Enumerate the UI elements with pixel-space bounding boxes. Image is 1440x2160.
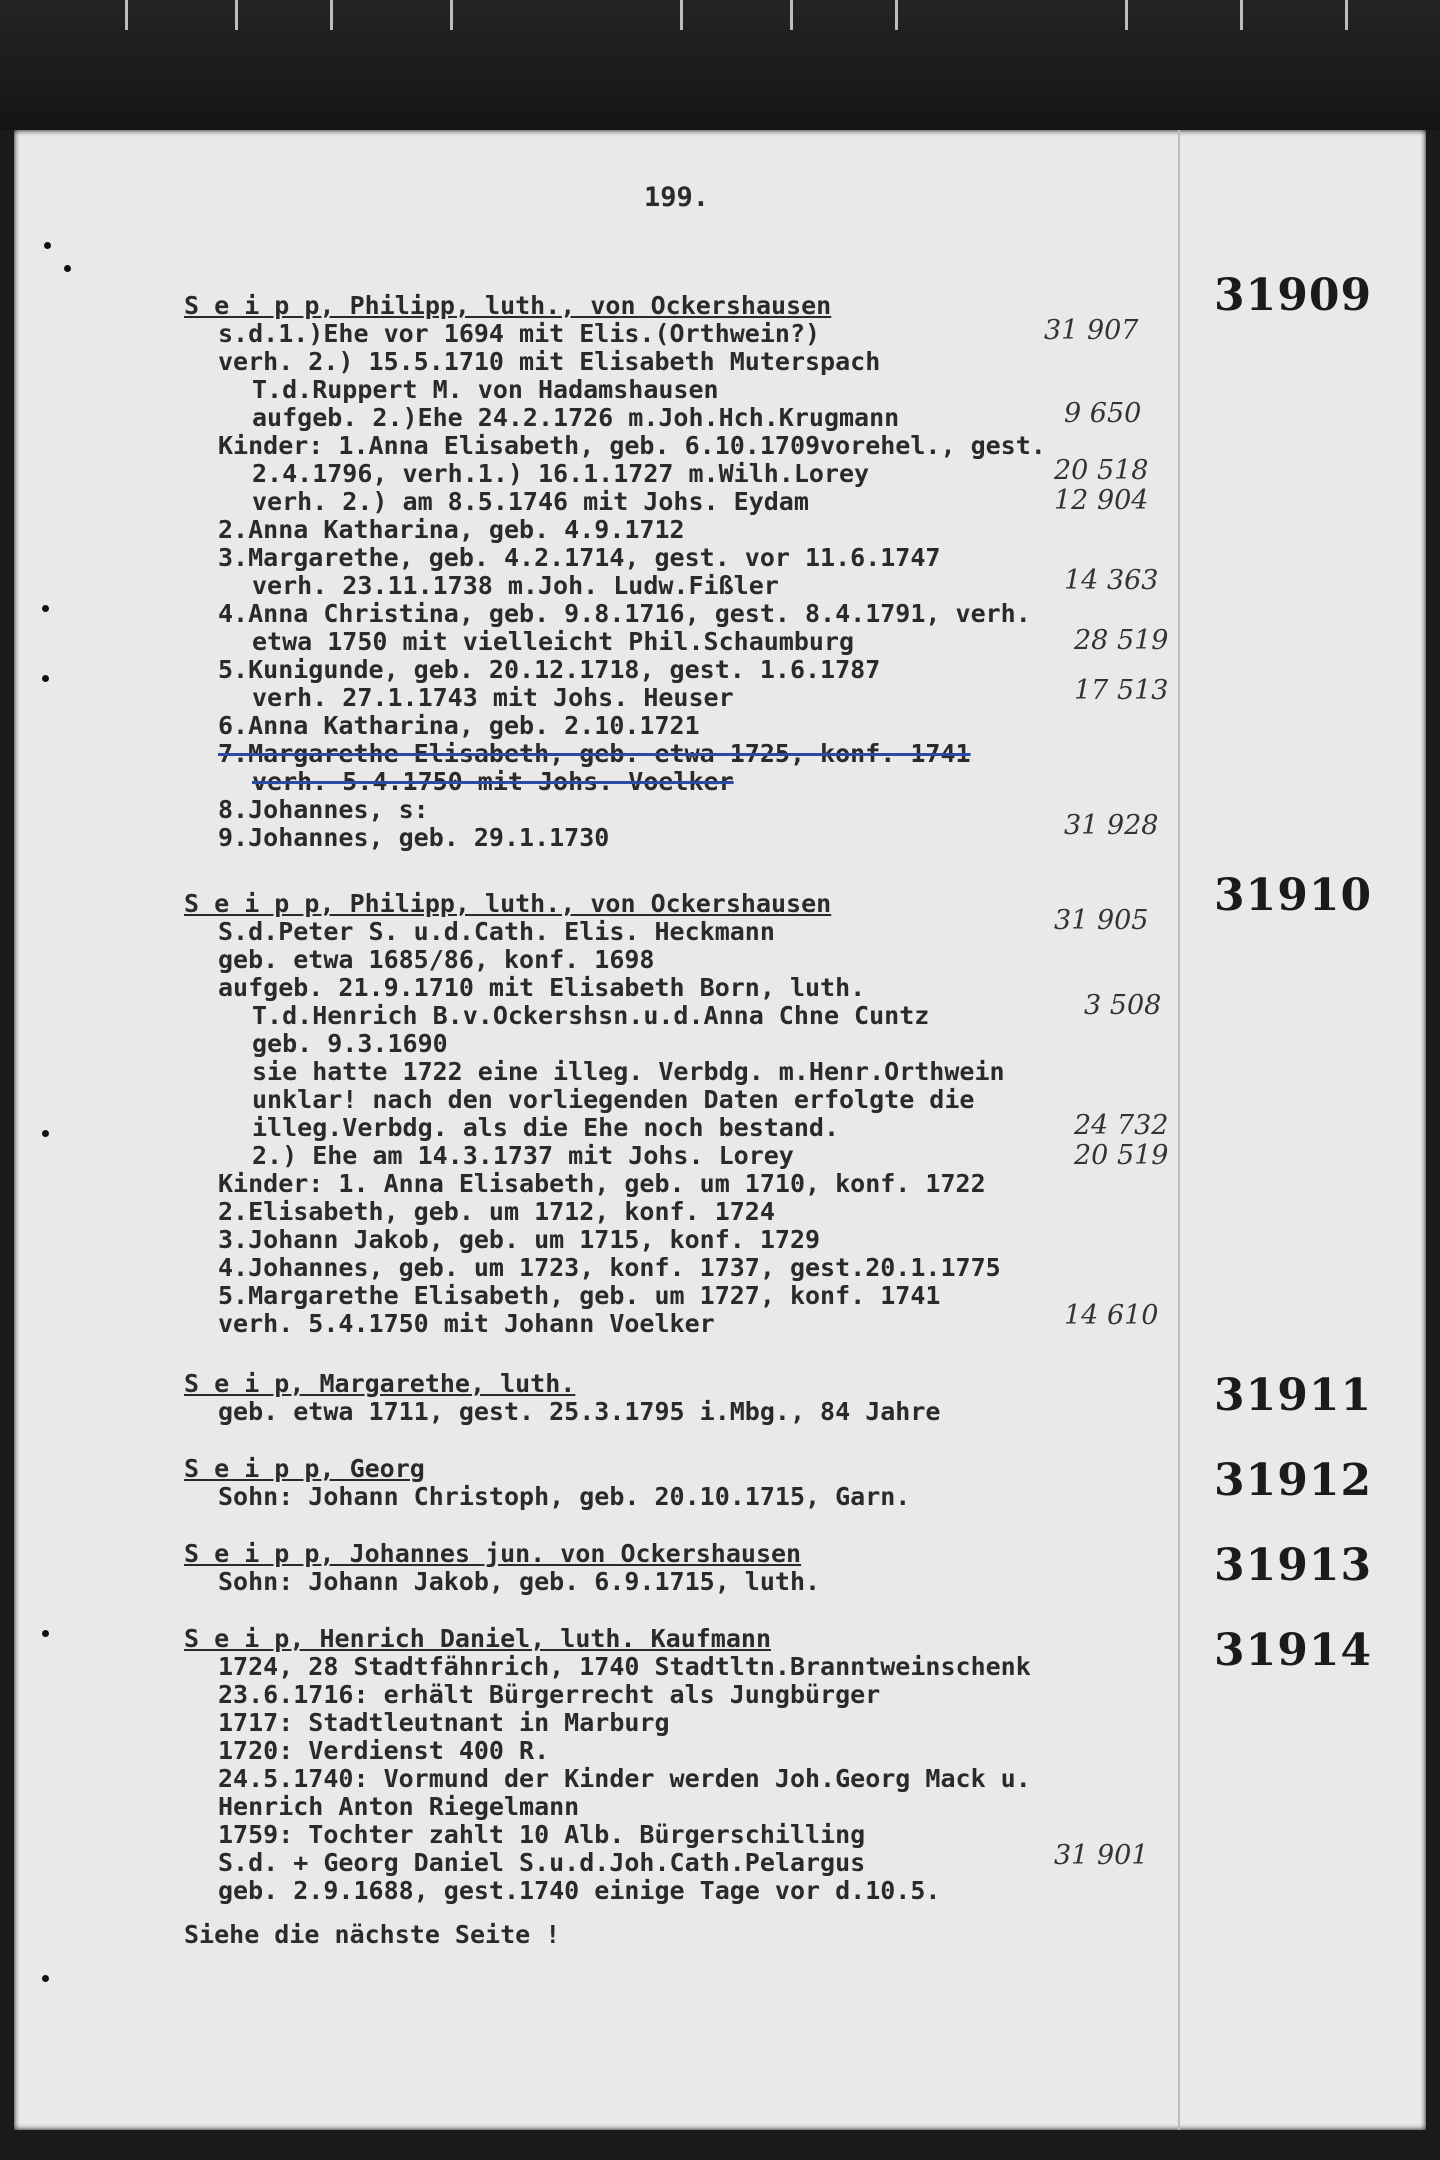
entry-line: 1717: Stadtleutnant in Marburg [218,1708,670,1737]
entry-line: 2.4.1796, verh.1.) 16.1.1727 m.Wilh.Lorey [252,459,870,488]
entry-line: T.d.Henrich B.v.Ockershsn.u.d.Anna Chne Cuntz [252,1001,930,1030]
punch-hole-mark [44,242,51,249]
film-tick [895,0,898,30]
record-id: 31913 [1214,1540,1373,1591]
punch-hole-mark [42,1630,49,1637]
entry-line: verh. 5.4.1750 mit Johann Voelker [218,1309,715,1338]
entry-line: 23.6.1716: erhält Bürgerrecht als Jungbürger [218,1680,881,1709]
entry-line: T.d.Ruppert M. von Hadamshausen [252,375,719,404]
handwritten-note: 14 610 [1064,1300,1159,1331]
handwritten-note: 28 519 [1074,625,1169,656]
genealogy-entry [184,1540,820,1596]
film-tick [235,0,238,30]
entry-line: geb. etwa 1711, gest. 25.3.1795 i.Mbg., 84 Jahre [218,1397,941,1426]
entry-line: S.d.Peter S. u.d.Cath. Elis. Heckmann [218,917,775,946]
entry-line: verh. 2.) 15.5.1710 mit Elisabeth Muterspach [218,347,881,376]
entry-line: illeg.Verbdg. als die Ehe noch bestand. [252,1113,839,1142]
entry-line: 5.Margarethe Elisabeth, geb. um 1727, konf. 1741 [218,1281,941,1310]
entry-line: verh. 2.) am 8.5.1746 mit Johs. Eydam [252,487,809,516]
entry-line: verh. 5.4.1750 mit Johs. Voelker [252,767,734,796]
genealogy-entry [184,1370,940,1426]
entry-line: 6.Anna Katharina, geb. 2.10.1721 [218,711,700,740]
entry-line: aufgeb. 2.)Ehe 24.2.1726 m.Joh.Hch.Krugmann [252,403,900,432]
entry-line: 2.Elisabeth, geb. um 1712, konf. 1724 [218,1197,775,1226]
handwritten-note: 31 905 [1054,905,1149,936]
entry-line: aufgeb. 21.9.1710 mit Elisabeth Born, luth. [218,973,866,1002]
entry-line: sie hatte 1722 eine illeg. Verbdg. m.Henr.Orthwein [252,1057,1005,1086]
entry-line: 2.Anna Katharina, geb. 4.9.1712 [218,515,685,544]
film-tick [1240,0,1243,30]
entry-line: 24.5.1740: Vormund der Kinder werden Joh.Georg Mack u. [218,1764,1031,1793]
entry-line: Kinder: 1. Anna Elisabeth, geb. um 1710, konf. 1722 [218,1169,986,1198]
handwritten-note: 31 928 [1064,810,1159,841]
film-tick [1345,0,1348,30]
handwritten-note: 31 907 [1044,315,1139,346]
entry-line: geb. 2.9.1688, gest.1740 einige Tage vor d.10.5. [218,1876,941,1905]
punch-hole-mark [42,1130,49,1137]
record-id: 31912 [1214,1455,1373,1506]
handwritten-note: 20 518 [1054,455,1149,486]
entry-line: Sohn: Johann Jakob, geb. 6.9.1715, luth. [218,1567,821,1596]
film-tick [790,0,793,30]
genealogy-entry [184,292,1046,852]
entry-line: s.d.1.)Ehe vor 1694 mit Elis.(Orthwein?) [218,319,821,348]
record-id: 31909 [1214,270,1373,321]
punch-hole-mark [64,265,71,272]
punch-hole-mark [42,605,49,612]
entry-line: 3.Margarethe, geb. 4.2.1714, gest. vor 11.6.1747 [218,543,941,572]
entry-line: 1759: Tochter zahlt 10 Alb. Bürgerschilling [218,1820,866,1849]
entry-line: Sohn: Johann Christoph, geb. 20.10.1715, Garn. [218,1482,911,1511]
handwritten-note: 17 513 [1074,675,1169,706]
genealogy-entry [184,1455,910,1511]
film-tick [125,0,128,30]
handwritten-note: 20 519 [1074,1140,1169,1171]
punch-hole-mark [42,1975,49,1982]
entry-line: 4.Johannes, geb. um 1723, konf. 1737, gest.20.1.1775 [218,1253,1001,1282]
entry-line: etwa 1750 mit vielleicht Phil.Schaumburg [252,627,855,656]
handwritten-note: 3 508 [1084,990,1162,1021]
record-id: 31910 [1214,870,1373,921]
handwritten-note: 14 363 [1064,565,1159,596]
handwritten-note: 24 732 [1074,1110,1169,1141]
punch-hole-mark [42,675,49,682]
film-tick [680,0,683,30]
entry-line: geb. etwa 1685/86, konf. 1698 [218,945,655,974]
continuation-note: Siehe die nächste Seite ! [184,1920,561,1949]
entry-line: geb. 9.3.1690 [252,1029,448,1058]
entry-line: verh. 23.11.1738 m.Joh. Ludw.Fißler [252,571,779,600]
entry-line: 1720: Verdienst 400 R. [218,1736,550,1765]
entry-line: 7.Margarethe Elisabeth, geb. etwa 1725, konf. 1741 [218,739,971,768]
handwritten-note: 9 650 [1064,398,1142,429]
film-tick [330,0,333,30]
page-number: 199. [644,182,710,213]
genealogy-entry [184,890,1005,1338]
entry-heading: S e i p p, Philipp, luth., von Ockershausen [184,291,832,320]
film-tick [1125,0,1128,30]
entry-heading: S e i p, Henrich Daniel, luth. Kaufmann [184,1624,771,1653]
film-tick [450,0,453,30]
entry-line: 5.Kunigunde, geb. 20.12.1718, gest. 1.6.1787 [218,655,881,684]
entry-heading: S e i p p, Georg [184,1454,425,1483]
entry-line: 2.) Ehe am 14.3.1737 mit Johs. Lorey [252,1141,794,1170]
entry-line: 8.Johannes, s: [218,795,429,824]
record-id: 31911 [1214,1370,1373,1421]
entry-line: 3.Johann Jakob, geb. um 1715, konf. 1729 [218,1225,821,1254]
entry-line: 9.Johannes, geb. 29.1.1730 [218,823,610,852]
entry-line: S.d. + Georg Daniel S.u.d.Joh.Cath.Pelargus [218,1848,866,1877]
document-page [14,130,1426,2130]
entry-heading: S e i p, Margarethe, luth. [184,1369,576,1398]
entry-heading: S e i p p, Johannes jun. von Ockershausen [184,1539,802,1568]
margin-rule [1178,130,1180,2130]
entry-line: Kinder: 1.Anna Elisabeth, geb. 6.10.1709vorehel., gest. [218,431,1046,460]
record-id: 31914 [1214,1625,1373,1676]
entry-line: verh. 27.1.1743 mit Johs. Heuser [252,683,734,712]
genealogy-entry [184,1625,1031,1905]
entry-line: Henrich Anton Riegelmann [218,1792,580,1821]
entry-line: unklar! nach den vorliegenden Daten erfolgte die [252,1085,975,1114]
scanner-top-bar [0,0,1440,130]
entry-heading: S e i p p, Philipp, luth., von Ockershausen [184,889,832,918]
entry-line: 1724, 28 Stadtfähnrich, 1740 Stadtltn.Branntweinschenk [218,1652,1031,1681]
entry-line: 4.Anna Christina, geb. 9.8.1716, gest. 8.4.1791, verh. [218,599,1031,628]
handwritten-note: 12 904 [1054,485,1149,516]
handwritten-note: 31 901 [1054,1840,1149,1871]
